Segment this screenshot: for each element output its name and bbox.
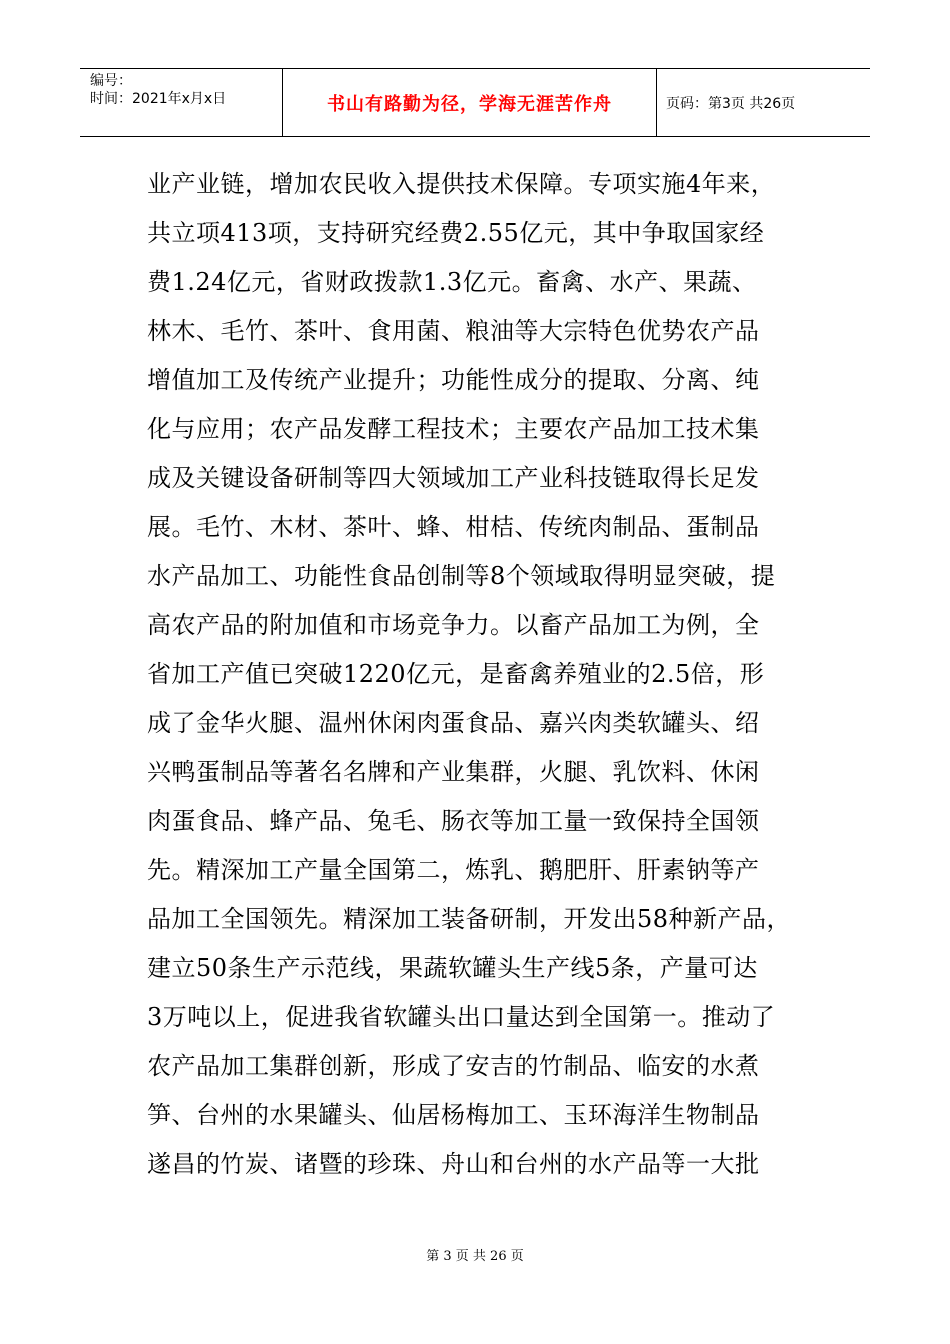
body-line: 遂昌的竹炭、诸暨的珍珠、舟山和台州的水产品等一大批: [147, 1150, 760, 1178]
body-line: 肉蛋食品、蜂产品、兔毛、肠衣等加工量一致保持全国领: [147, 807, 760, 835]
time-label: 时间：2021年x月x日: [90, 91, 227, 107]
body-line: 成了金华火腿、温州休闲肉蛋食品、嘉兴肉类软罐头、绍: [147, 709, 760, 737]
body-line: 兴鸭蛋制品等著名名牌和产业集群，火腿、乳饮料、休闲: [147, 758, 760, 786]
header-motto: 书山有路勤为径，学海无涯苦作舟: [283, 69, 657, 136]
serial-number-label: 编号：: [90, 73, 132, 89]
header-page-info: 页码：第3页 共26页: [666, 95, 796, 112]
page-header: [80, 68, 870, 137]
body-line: 3万吨以上，促进我省软罐头出口量达到全国第一。推动了: [147, 1003, 776, 1031]
body-line: 先。精深加工产量全国第二，炼乳、鹅肥肝、肝素钠等产: [147, 856, 760, 884]
header-meta-cell: [80, 69, 283, 136]
body-line: 业产业链，增加农民收入提供技术保障。专项实施4年来，: [147, 170, 776, 198]
body-line: 高农产品的附加值和市场竞争力。以畜产品加工为例，全: [147, 611, 760, 639]
body-line: 品加工全国领先。精深加工装备研制，开发出58种新产品，: [147, 905, 792, 933]
page-footer: 第 3 页 共 26 页: [426, 1249, 524, 1264]
body-line: 费1.24亿元，省财政拨款1.3亿元。畜禽、水产、果蔬、: [147, 268, 757, 296]
body-line: 省加工产值已突破1220亿元，是畜禽养殖业的2.5倍，形: [147, 660, 765, 688]
body-line: 增值加工及传统产业提升；功能性成分的提取、分离、纯: [147, 366, 760, 394]
body-line: 展。毛竹、木材、茶叶、蜂、柑桔、传统肉制品、蛋制品: [147, 513, 760, 541]
body-paragraph: [147, 160, 807, 1189]
body-line: 林木、毛竹、茶叶、食用菌、粮油等大宗特色优势农产品: [147, 317, 760, 345]
body-line: 农产品加工集群创新，形成了安吉的竹制品、临安的水煮: [147, 1052, 760, 1080]
body-line: 笋、台州的水果罐头、仙居杨梅加工、玉环海洋生物制品: [147, 1101, 760, 1129]
body-line: 水产品加工、功能性食品创制等8个领域取得明显突破，提: [147, 562, 776, 590]
body-line: 共立项413项，支持研究经费2.55亿元，其中争取国家经: [147, 219, 765, 247]
body-line: 建立50条生产示范线，果蔬软罐头生产线5条，产量可达: [147, 954, 758, 982]
body-line: 成及关键设备研制等四大领域加工产业科技链取得长足发: [147, 464, 760, 492]
body-line: 化与应用；农产品发酵工程技术；主要农产品加工技术集: [147, 415, 760, 443]
